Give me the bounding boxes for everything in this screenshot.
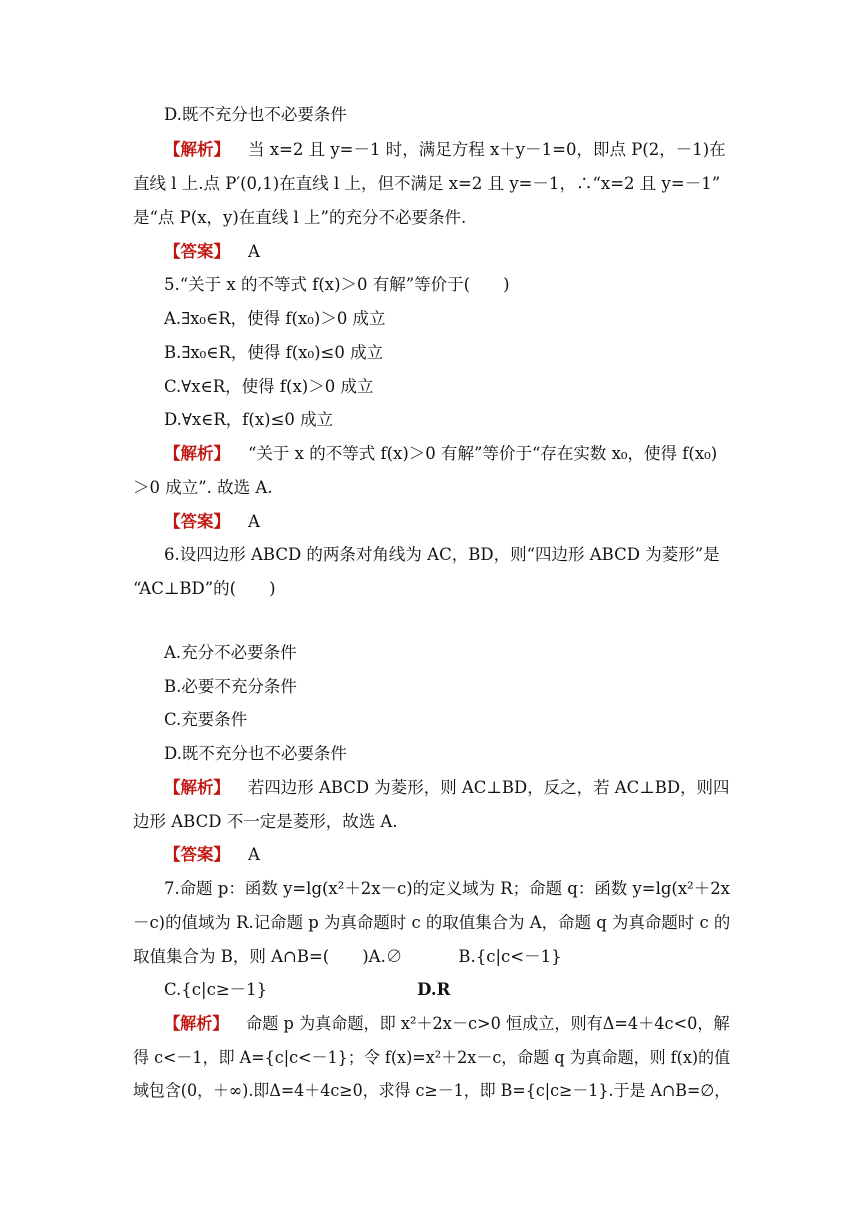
q7-options-cd xyxy=(164,979,450,1001)
q5-stem: 5.“关于 x 的不等式 f(x)＞0 有解”等价于( ) xyxy=(164,275,510,294)
q4-analysis-line-2: 直线 l 上.点 P′(0,1)在直线 l 上，但不满足 x=2 且 y=－1，∴“x=2 且 y=－1” xyxy=(133,174,721,193)
q4-option-d: D.既不充分也不必要条件 xyxy=(164,105,347,124)
q7-stem-line-3: 取值集合为 B，则 A∩B=( )A.∅ B.{c|c<－1} xyxy=(133,947,562,966)
q7-stem-line-1: 7.命题 p：函数 y=lg(x²＋2x－c)的定义域为 R；命题 q：函数 y=lg(x²＋2x xyxy=(164,879,730,898)
q6-answer-label: 【答案】 xyxy=(164,845,230,864)
q5-option-a: A.∃x₀∈R，使得 f(x₀)＞0 成立 xyxy=(164,309,386,328)
q6-stem-line-1: 6.设四边形 ABCD 的两条对角线为 AC，BD，则“四边形 ABCD 为菱形”是 xyxy=(164,545,720,564)
q4-analysis-line-3: 是“点 P(x，y)在直线 l 上”的充分不必要条件. xyxy=(133,208,467,227)
q6-answer-line xyxy=(164,844,260,866)
q5-answer-label: 【答案】 xyxy=(164,512,230,531)
q6-option-c: C.充要条件 xyxy=(164,710,248,729)
q6-analysis-line-2: 边形 ABCD 不一定是菱形，故选 A. xyxy=(133,812,398,831)
q4-analysis-label: 【解析】 xyxy=(164,140,230,159)
q5-analysis-label: 【解析】 xyxy=(164,444,230,463)
q4-analysis-line-1: 【解析】 当 x=2 且 y=－1 时，满足方程 x＋y－1=0，即点 P(2，－1)在 xyxy=(164,140,726,159)
q4-answer: A xyxy=(248,242,260,261)
q7-option-c: C.{c|c≥－1} xyxy=(164,980,268,999)
q6-option-b: B.必要不充分条件 xyxy=(164,677,297,696)
q6-analysis-label: 【解析】 xyxy=(164,778,230,797)
q5-analysis-line-2: ＞0 成立”. 故选 A. xyxy=(133,478,273,497)
q7-stem-line-2: －c)的值域为 R.记命题 p 为真命题时 c 的取值集合为 A，命题 q 为真命题时 c 的 xyxy=(133,913,731,932)
q5-option-c: C.∀x∈R，使得 f(x)＞0 成立 xyxy=(164,377,374,396)
q5-option-d: D.∀x∈R，f(x)≤0 成立 xyxy=(164,410,334,429)
q6-option-a: A.充分不必要条件 xyxy=(164,643,297,662)
q6-answer: A xyxy=(248,845,260,864)
q4-answer-label: 【答案】 xyxy=(164,242,230,261)
q5-answer-line xyxy=(164,511,260,533)
q5-analysis-line-1: 【解析】 “关于 x 的不等式 f(x)＞0 有解”等价于“存在实数 x₀，使得 f(x₀) xyxy=(164,444,718,463)
q5-option-b: B.∃x₀∈R，使得 f(x₀)≤0 成立 xyxy=(164,343,384,362)
q6-analysis-line-1: 【解析】 若四边形 ABCD 为菱形，则 AC⊥BD，反之，若 AC⊥BD，则四 xyxy=(164,778,730,797)
q7-analysis-line-1: 【解析】 命题 p 为真命题，即 x²＋2x－c>0 恒成立，则有Δ=4＋4c<0，解 xyxy=(164,1014,730,1033)
q7-analysis-label: 【解析】 xyxy=(164,1014,229,1033)
q7-option-b: B.{c|c<－1} xyxy=(458,947,562,966)
q6-option-d: D.既不充分也不必要条件 xyxy=(164,744,347,763)
q7-analysis-line-3: 域包含(0，＋∞).即Δ=4＋4c≥0，求得 c≥－1，即 B={c|c≥－1}.于是 A∩B=∅， xyxy=(133,1081,731,1100)
q4-answer-line xyxy=(164,241,260,263)
q7-option-d: D.R xyxy=(417,980,451,999)
q6-stem-line-2: “AC⊥BD”的( ) xyxy=(133,579,276,598)
q7-analysis-line-2: 得 c<－1，即 A={c|c<－1}；令 f(x)=x²＋2x－c，命题 q 为真命题，则 f(x)的值 xyxy=(133,1048,731,1067)
q5-answer: A xyxy=(248,512,260,531)
